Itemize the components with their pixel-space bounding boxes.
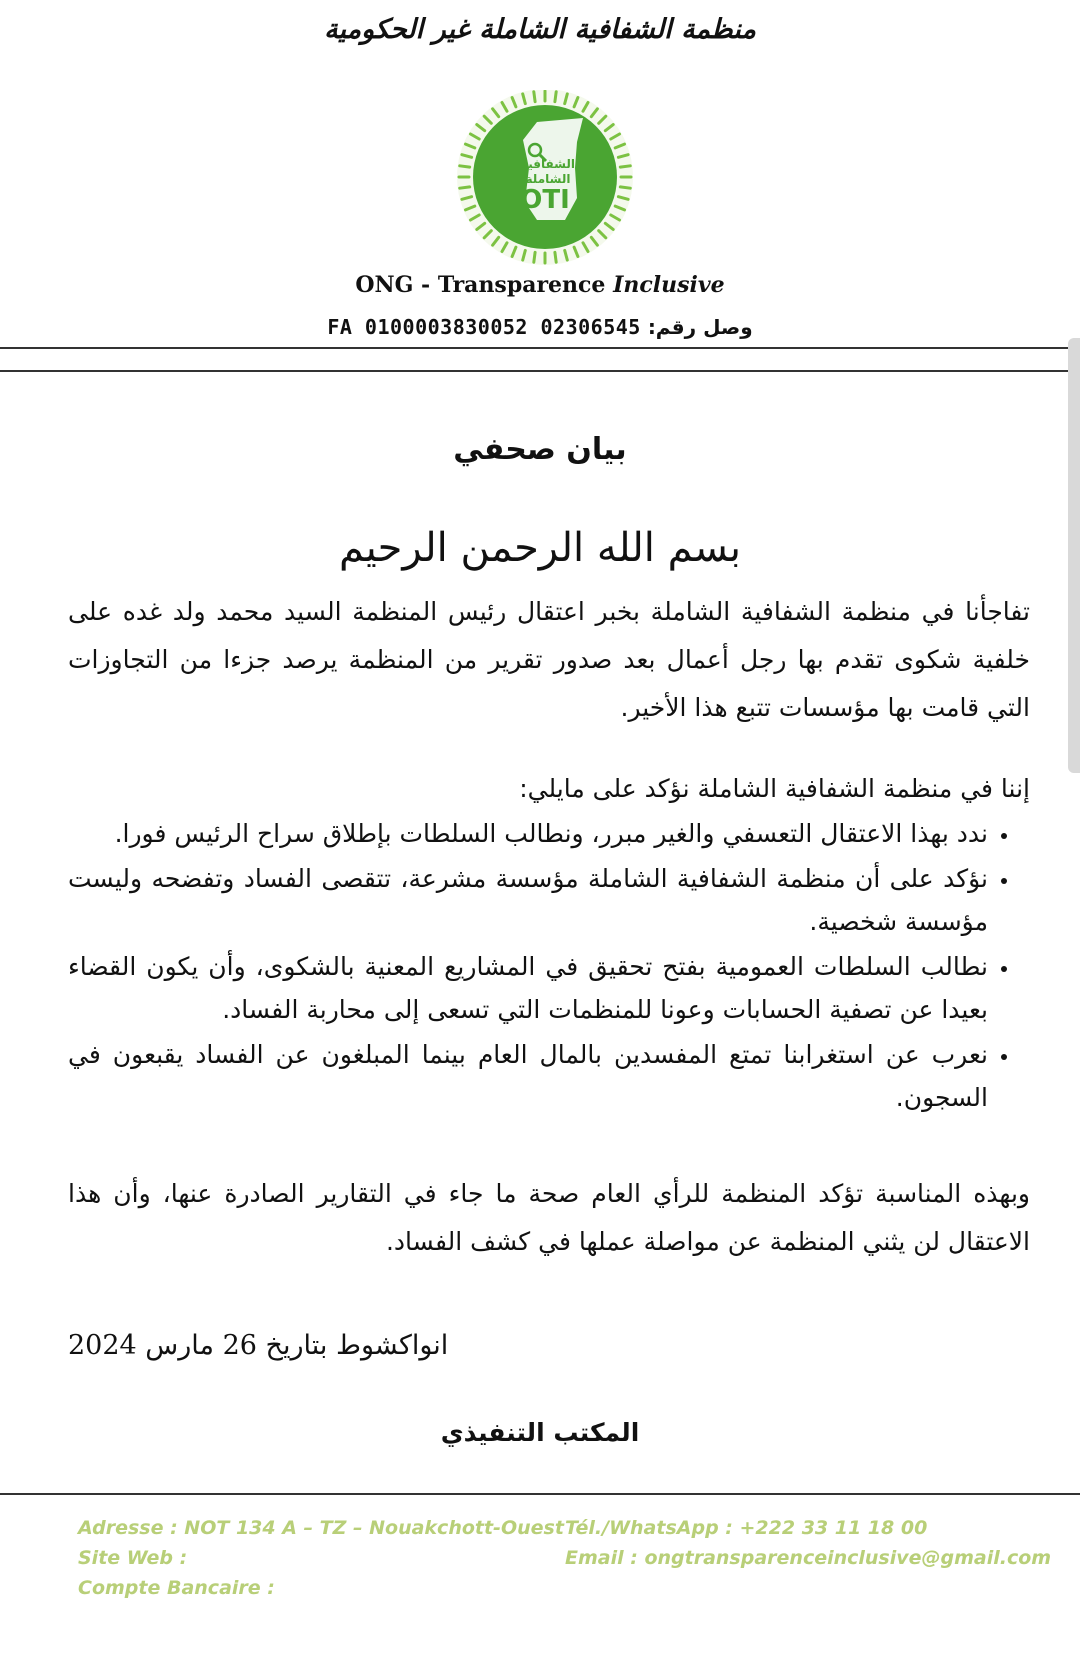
list-item: • ندد بهذا الاعتقال التعسفي والغير مبرر، ونطالب السلطات بإطلاق سراح الرئيس فورا. [68, 812, 988, 855]
org-name-french-suffix: Inclusive [613, 272, 725, 298]
logo-text-line1: الشفافية [520, 157, 576, 171]
receipt-label: وصل رقم: [647, 315, 753, 339]
footer-phone: Tél./WhatsApp : +222 33 11 18 00 [565, 1517, 928, 1539]
list-item: • نؤكد على أن منظمة الشفافية الشاملة مؤسسة مشرعة، تتقصى الفساد وتفضحه وليست مؤسسة شخصية. [68, 857, 988, 943]
footer-bank: Compte Bancaire : [78, 1577, 275, 1599]
statement-lead: إننا في منظمة الشفافية الشاملة نؤكد على مايلي: [519, 774, 1030, 803]
paragraph-intro: تفاجأنا في منظمة الشفافية الشاملة بخبر اعتقال رئيس المنظمة السيد محمد ولد غده على خلفية شكوى تقدم بها رجل أعمال بعد صدور تقرير من المنظمة يرصد جزءا من التجاوزات التي قامت بها مؤسسات تتبع هذا الأخير. [68, 597, 1030, 722]
org-name-french-prefix: ONG - Transparence [355, 272, 606, 298]
oti-logo [445, 90, 645, 265]
signature: المكتب التنفيذي [440, 1418, 640, 1447]
logo-text-line2: الشاملة [525, 172, 571, 186]
list-item: • نطالب السلطات العمومية بفتح تحقيق في المشاريع المعنية بالشكوى، وأن يكون القضاء بعيدا عن تصفية الحسابات وعونا للمنظمات التي تسعى إلى محاربة الفساد. [68, 945, 988, 1031]
statement-list [68, 812, 1030, 1121]
document-date: انواكشوط بتاريخ 26 مارس 2024 [68, 1330, 449, 1361]
paragraph-closing: وبهذه المناسبة تؤكد المنظمة للرأي العام صحة ما جاء في التقارير الصادرة عنها، وأن هذا الاعتقال لن يثني المنظمة عن مواصلة عملها في كشف الفساد. [68, 1179, 1030, 1256]
header-divider-top [0, 347, 1080, 349]
basmala: بسم الله الرحمن الرحيم [338, 525, 742, 571]
receipt-number [0, 315, 1080, 339]
receipt-value: FA 0100003830052 02306545 [327, 315, 641, 339]
logo-acronym: OTI [520, 185, 570, 215]
list-item: • نعرب عن استغرابنا تمتع المفسدين بالمال العام بينما المبلغون عن الفساد يقبعون في السجون. [68, 1033, 988, 1119]
footer-website: Site Web : [78, 1547, 188, 1569]
document-title: بيان صحفي [453, 432, 627, 467]
footer-address: Adresse : NOT 134 A – TZ – Nouakchott-Ouest [78, 1517, 564, 1539]
footer-email: Email : ongtransparenceinclusive@gmail.com [565, 1547, 1052, 1569]
header-divider-bottom [0, 370, 1080, 372]
footer-divider [0, 1493, 1080, 1495]
org-name-arabic: منظمة الشفافية الشاملة غير الحكومية [324, 14, 756, 45]
org-name-french [0, 272, 1080, 298]
